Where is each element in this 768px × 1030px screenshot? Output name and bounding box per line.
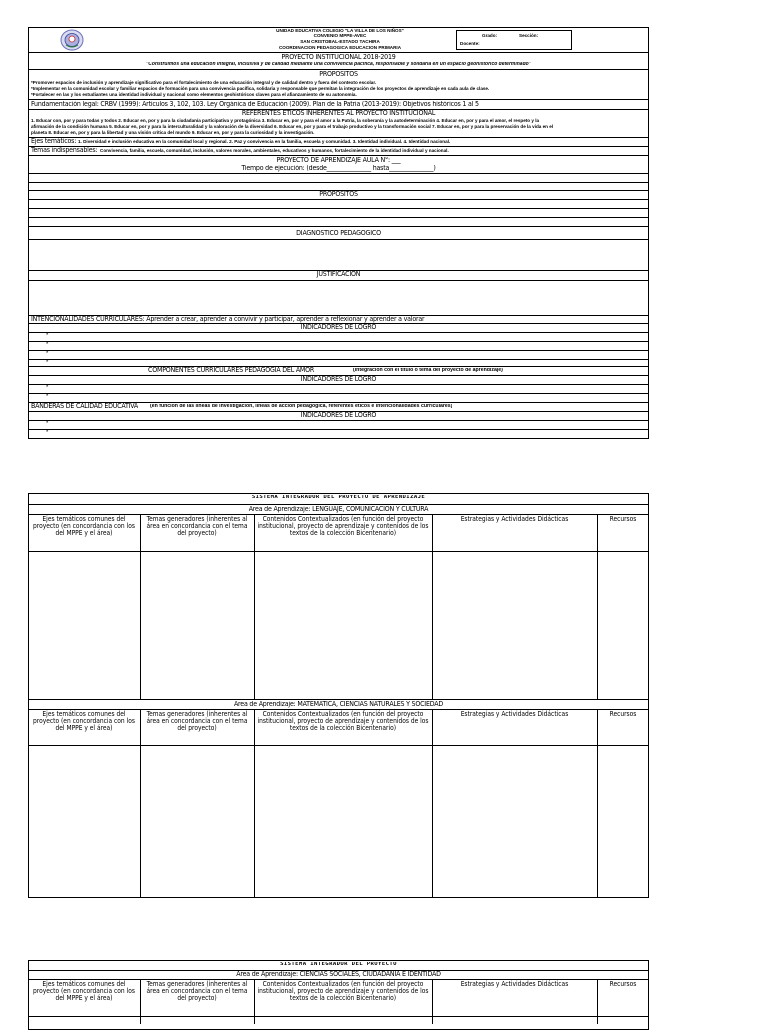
bullet-3: * bbox=[46, 351, 49, 357]
componentes-heading: COMPONENTES CURRICULARES PEDAGOGÍA DEL AMOR bbox=[148, 367, 315, 374]
col-ejes-header-2: Ejes temáticos comunes del proyecto (en concordancia con los del MPPE y el área) bbox=[33, 710, 135, 732]
aprendizaje-title: PROYECTO DE APRENDIZAJE AULA N°: ___ bbox=[276, 157, 401, 164]
proposito-2: *Implementar en la comunidad escolar y familiar espacios de formación para una convivencia pacífica, solidaria y responsable que permitan la integración de los proyectos de aprendizaje en cada aula de clase. bbox=[31, 86, 490, 91]
col-contenidos-header-2: Contenidos Contextualizados (en función del proyecto institucional, proyecto de aprendizaje y contenidos de los textos de la colección Bicentenario) bbox=[257, 710, 429, 732]
referentes-line-3: planeta 8. Educar en, por y para la libertad y una visión crítica del mundo 9. Educar en, por y para la curiosidad y la investigación. bbox=[31, 130, 315, 135]
area-lenguaje: Área de Aprendizaje: LENGUAJE, COMUNICACIÓN Y CULTURA bbox=[248, 506, 429, 513]
col-ejes-header-3: Ejes temáticos comunes del proyecto (en concordancia con los del MPPE y el área) bbox=[33, 980, 135, 1002]
school-location: SAN CRISTOBAL-ESTADO TACHIRA bbox=[300, 39, 380, 44]
componentes-note: (integración con el título o tema del proyecto de aprendizaje) bbox=[353, 368, 503, 373]
col-ejes-header: Ejes temáticos comunes del proyecto (en concordancia con los del MPPE y el área) bbox=[33, 515, 135, 537]
col-estrategias-header-2: Estrategias y Actividades Didácticas bbox=[460, 710, 569, 718]
col-estrategias-header: Estrategias y Actividades Didácticas bbox=[460, 515, 569, 523]
docente-label[interactable]: Docente: bbox=[460, 41, 480, 46]
intencionalidades: INTENCIONALIDADES CURRICULARES: Aprender a crear, aprender a convivir y participar, aprender a reflexionar y aprender a valorar bbox=[31, 316, 425, 323]
school-logo-icon bbox=[59, 29, 85, 51]
temas-label: Temas indispensables: bbox=[31, 147, 98, 154]
seccion-label[interactable]: Sección: bbox=[519, 33, 539, 38]
grado-label[interactable]: Grado: bbox=[482, 33, 498, 38]
referentes-heading: REFERENTES ÉTICOS INHERENTES AL PROYECTO INSTITUCIONAL bbox=[241, 110, 436, 117]
col-temas-header: Temas generadores (inherentes al área en concordancia con el tema del proyecto) bbox=[146, 515, 248, 537]
area-sociales: Área de Aprendizaje: CIENCIAS SOCIALES, CIUDADANÍA E IDENTIDAD bbox=[236, 971, 441, 978]
bullet-2: * bbox=[46, 342, 49, 348]
proposito-3: *Fortalecer en las y los estudiantes una identidad individual y nacional como elementos geohistóricos claves para el afianzamiento de su autonomía. bbox=[31, 92, 357, 97]
ejes-label: Ejes temáticos: bbox=[31, 138, 77, 145]
aprendizaje-propositos: PROPÓSITOS bbox=[319, 191, 358, 198]
bullet-7: * bbox=[46, 421, 49, 427]
sistema-title-2: SISTEMA INTEGRADOR DEL PROYECTO bbox=[280, 962, 397, 967]
bullet-1: * bbox=[46, 333, 49, 339]
col-temas-header-2: Temas generadores (inherentes al área en concordancia con el tema del proyecto) bbox=[146, 710, 248, 732]
diagnostico-heading: DIAGNÓSTICO PEDAGÓGICO bbox=[296, 230, 381, 237]
temas-text: Convivencia, familia, escuela, comunidad, inclusión, valores morales, ambientales, educativos y humanos, fortalecimiento de la identidad individual y nacional. bbox=[100, 148, 449, 153]
ejes-text: 1. Diversidad e inclusión educativa en la comunidad local y regional. 2. Paz y convivencia en la familia, escuela y comunidad. 3. Identidad individual. 4. Identidad nacional. bbox=[78, 139, 451, 144]
sistema-table-1 bbox=[28, 493, 649, 898]
sistema-title-1: SISTEMA INTEGRADOR DEL PROYECTO DE APRENDIZAJE bbox=[251, 495, 426, 500]
grade-section-box bbox=[456, 30, 572, 50]
col-contenidos-header-3: Contenidos Contextualizados (en función del proyecto institucional, proyecto de aprendizaje y contenidos de los textos de la colección Bicentenario) bbox=[257, 980, 429, 1002]
col-recursos-header-2: Recursos bbox=[609, 710, 637, 718]
banderas-heading: BANDERAS DE CALIDAD EDUCATIVA bbox=[31, 403, 139, 410]
col-recursos-header: Recursos bbox=[609, 515, 637, 523]
school-agreement: CONVENIO MPPE-AVEC bbox=[313, 33, 367, 38]
referentes-line-2: afirmación de la condición humana 5. Educar en, por y para la interculturalidad y la valoración de la diversidad 6. Educar en, por y para el trabajo productivo y la transformación social 7. Educar en, por y para la preservación de la vida en el bbox=[31, 124, 554, 129]
bullet-4: * bbox=[46, 360, 49, 366]
justificacion-heading: JUSTIFICACIÓN bbox=[316, 271, 361, 278]
col-estrategias-header-3: Estrategias y Actividades Didácticas bbox=[460, 980, 569, 988]
proposito-1: *Promover espacios de inclusión y aprendizaje significativo para el fortalecimiento de una educación integral y de calidad dentro y fuera del contexto escolar. bbox=[31, 80, 377, 85]
col-contenidos-header: Contenidos Contextualizados (en función del proyecto institucional, proyecto de aprendizaje y contenidos de los textos de la colección Bicentenario) bbox=[257, 515, 429, 537]
referentes-line-1: 1. Educar con, por y para todas y todos 2. Educar en, por y para la ciudadanía participativa y protagónica 3. Educar en, por y para el amor a la Patria, la soberanía y la autodeterminación 4. Educar en, por y para el amor, el respeto y la bbox=[31, 118, 540, 123]
area-matematica: Área de Aprendizaje: MATEMÁTICA, CIENCIAS NATURALES Y SOCIEDAD bbox=[233, 701, 444, 708]
bullet-8: * bbox=[46, 430, 49, 436]
indicadores-logro-3: INDICADORES DE LOGRO bbox=[300, 412, 377, 419]
propositos-heading: PROPÓSITOS bbox=[319, 71, 358, 78]
banderas-note: (en función de las líneas de investigación, líneas de acción pedagógica, referentes éticos e intencionalidades curriculares) bbox=[150, 404, 453, 409]
col-temas-header-3: Temas generadores (inherentes al área en concordancia con el tema del proyecto) bbox=[146, 980, 248, 1002]
project-motto: "Construimos una educación integral, inclusiva y de calidad mediante una convivencia pacífica, responsable y solidaria en un espacio geohistórico determinado" bbox=[145, 62, 532, 67]
fundamentacion-legal: Fundamentación legal: CRBV (1999): Artículos 3, 102, 103. Ley Orgánica de Educación (2009). Plan de la Patria (2013-2019): Objetivos históricos 1 al 5 bbox=[31, 101, 479, 108]
school-name: UNIDAD EDUCATIVA COLEGIO "LA VILLA DE LOS NIÑOS" bbox=[276, 28, 404, 33]
project-title: PROYECTO INSTITUCIONAL 2018-2019 bbox=[281, 54, 396, 61]
school-coordination: COORDINACION PEDAGOGICA EDUCACION PRIMARIA bbox=[278, 45, 402, 50]
indicadores-logro-1: INDICADORES DE LOGRO bbox=[300, 324, 377, 331]
col-recursos-header-3: Recursos bbox=[609, 980, 637, 988]
tiempo-ejecucion[interactable]: Tiempo de ejecución: (desde_______________ hasta_______________) bbox=[241, 165, 436, 172]
indicadores-logro-2: INDICADORES DE LOGRO bbox=[300, 376, 377, 383]
bullet-6: * bbox=[46, 394, 49, 400]
bullet-5: * bbox=[46, 385, 49, 391]
